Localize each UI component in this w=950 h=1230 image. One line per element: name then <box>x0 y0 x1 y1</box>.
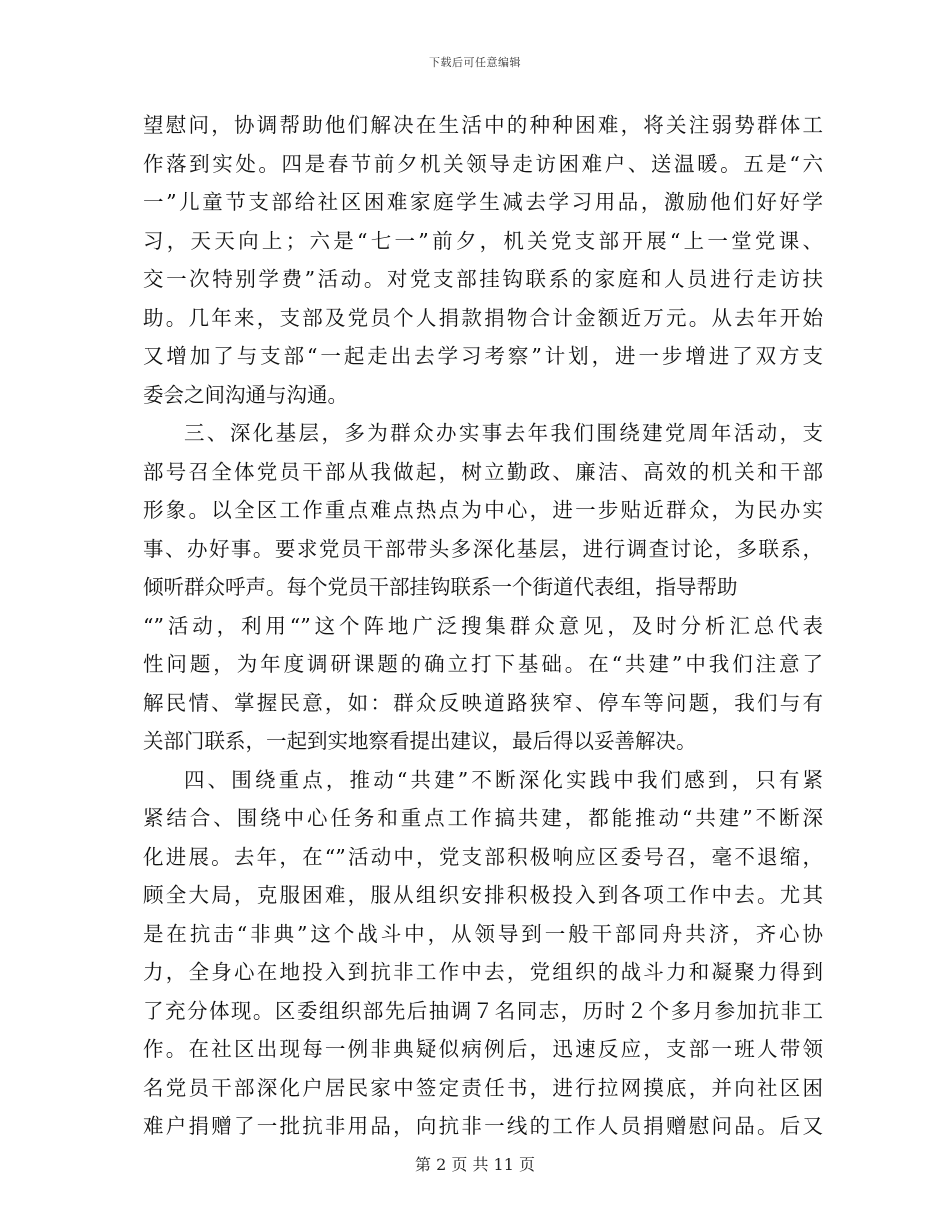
text-line: 紧结合、围绕中心任务和重点工作搞共建，都能推动“共建”不断深 <box>143 806 823 830</box>
text-line: 关部门联系，一起到实地察看提出建议，最后得以妥善解决。 <box>143 729 697 753</box>
paragraph-start-line: 三、深化基层，多为群众办实事去年我们围绕建党周年活动，支 <box>184 421 823 445</box>
text-line: 化进展。去年，在“”活动中，党支部积极响应区委号召，毫不退缩， <box>143 844 823 869</box>
text-line: 名党员干部深化户居民家中签定责任书，进行拉网摸底，并向社区困 <box>143 1075 823 1100</box>
text-line: 是在抗击“非典”这个战斗中，从领导到一般干部同舟共济，齐心协 <box>143 921 823 946</box>
text-line: 部号召全体党员干部从我做起，树立勤政、廉洁、高效的机关和干部 <box>143 459 823 484</box>
text-line: 习，天天向上；六是“七一”前夕，机关党支部开展“上一堂党课、 <box>143 228 823 253</box>
text-line: 作。在社区出现每一例非典疑似病例后，迅速反应，支部一班人带领 <box>143 1037 823 1061</box>
text-line: 力，全身心在地投入到抗非工作中去，党组织的战斗力和凝聚力得到 <box>143 960 823 984</box>
text-line: 交一次特别学费”活动。对党支部挂钩联系的家庭和人员进行走访扶 <box>143 267 823 291</box>
text-line: 助。几年来，支部及党员个人捐款捐物合计金额近万元。从去年开始 <box>143 305 823 330</box>
text-line: 又增加了与支部“一起走出去学习考察”计划，进一步增进了双方支 <box>143 344 823 368</box>
text-line: 委会之间沟通与沟通。 <box>143 382 348 407</box>
text-line: 解民情、掌握民意，如：群众反映道路狭窄、停车等问题，我们与有 <box>143 690 823 715</box>
page-number-footer: 第 2 页 共 11 页 <box>415 1155 535 1174</box>
text-line: 性问题，为年度调研课题的确立打下基础。在“共建”中我们注意了 <box>143 652 823 676</box>
text-line: 了充分体现。区委组织部先后抽调７名同志，历时２个多月参加抗非工 <box>143 998 823 1023</box>
text-line: 倾听群众呼声。每个党员干部挂钩联系一个街道代表组，指导帮助 <box>143 575 738 599</box>
document-body <box>143 106 823 1146</box>
text-line: 作落到实处。四是春节前夕机关领导走访困难户、送温暖。五是“六 <box>143 151 823 176</box>
text-line: 事、办好事。要求党员干部带头多深化基层，进行调查讨论，多联系， <box>143 536 823 561</box>
text-line: 一”儿童节支部给社区困难家庭学生减去学习用品，激励他们好好学 <box>143 190 823 214</box>
text-line: 望慰问，协调帮助他们解决在生活中的种种困难，将关注弱势群体工 <box>143 113 823 137</box>
paragraph-start-line: 四、围绕重点，推动“共建”不断深化实践中我们感到，只有紧 <box>184 767 823 792</box>
text-line: 难户捐赠了一批抗非用品，向抗非一线的工作人员捐赠慰问品。后又 <box>143 1114 823 1138</box>
text-line: 形象。以全区工作重点难点热点为中心，进一步贴近群众，为民办实 <box>143 498 823 522</box>
text-line: 顾全大局，克服困难，服从组织安排积极投入到各项工作中去。尤其 <box>143 883 823 907</box>
page-header: 下载后可任意编辑 <box>429 56 521 69</box>
text-line: “”活动，利用“”这个阵地广泛搜集群众意见，及时分析汇总代表 <box>143 613 823 638</box>
